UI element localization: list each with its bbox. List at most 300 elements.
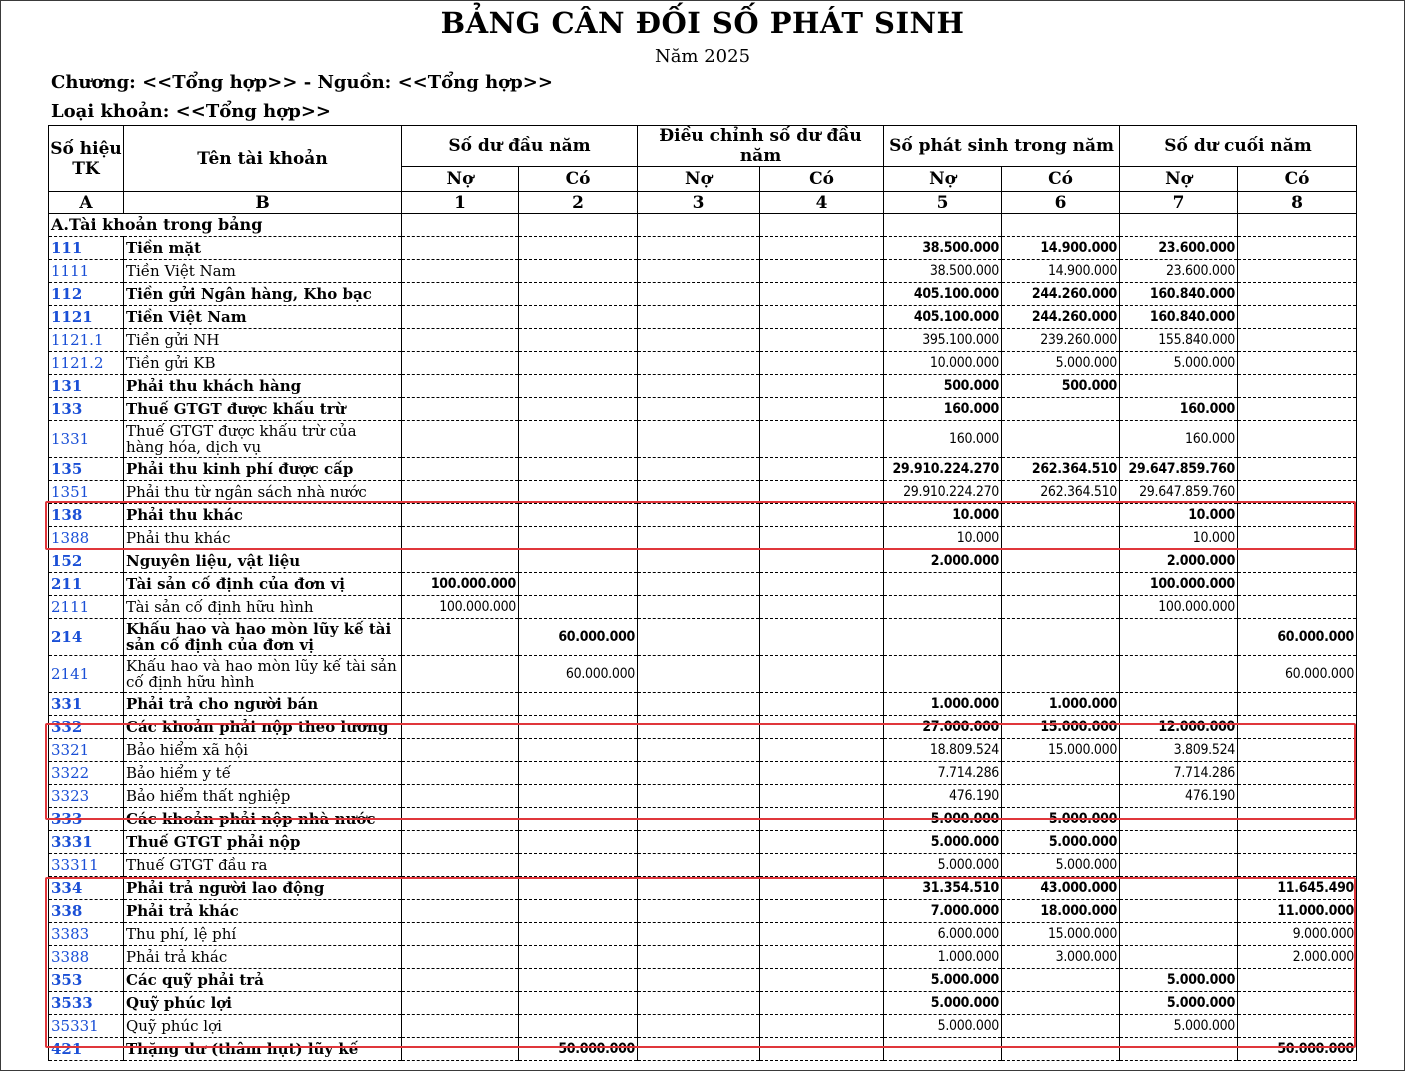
amount-cell	[638, 352, 760, 375]
amount-cell	[638, 481, 760, 504]
account-row	[49, 329, 1357, 352]
amount-cell: 5.000.000	[884, 808, 1002, 831]
amount-cell	[1238, 260, 1357, 283]
account-code[interactable]: 33311	[49, 854, 124, 877]
amount-cell: 2.000.000	[884, 550, 1002, 573]
amount-cell	[638, 504, 760, 527]
amount-cell	[1238, 693, 1357, 716]
amount-cell	[638, 854, 760, 877]
amount-cell	[884, 573, 1002, 596]
amount-cell	[638, 596, 760, 619]
amount-cell	[638, 573, 760, 596]
account-row	[49, 306, 1357, 329]
amount-cell: 14.900.000	[1002, 260, 1120, 283]
amount-cell	[760, 739, 884, 762]
amount-cell: 100.000.000	[402, 596, 519, 619]
amount-cell	[1238, 1015, 1357, 1038]
amount-cell	[760, 716, 884, 739]
account-code[interactable]: 2111	[49, 596, 124, 619]
amount-cell	[1002, 550, 1120, 573]
amount-cell	[519, 283, 638, 306]
amount-cell	[1120, 693, 1238, 716]
amount-cell: 29.647.859.760	[1120, 458, 1238, 481]
account-code[interactable]: 111	[49, 237, 124, 260]
account-name: Thuế GTGT được khấu trừ của hàng hóa, dịch vụ	[124, 421, 402, 458]
amount-cell	[519, 900, 638, 923]
amount-cell	[519, 969, 638, 992]
account-row	[49, 785, 1357, 808]
account-name: Tài sản cố định của đơn vị	[124, 573, 402, 596]
account-code[interactable]: 214	[49, 619, 124, 656]
amount-cell	[1120, 854, 1238, 877]
amount-cell	[638, 831, 760, 854]
amount-cell	[760, 573, 884, 596]
amount-cell: 155.840.000	[1120, 329, 1238, 352]
amount-cell	[1002, 596, 1120, 619]
account-name: Phải trả khác	[124, 900, 402, 923]
account-code[interactable]: 353	[49, 969, 124, 992]
amount-cell	[402, 421, 519, 458]
amount-cell	[760, 831, 884, 854]
amount-cell	[760, 398, 884, 421]
trial-balance-table	[48, 125, 1357, 1061]
amount-cell	[760, 527, 884, 550]
amount-cell: 5.000.000	[884, 831, 1002, 854]
amount-cell: 500.000	[884, 375, 1002, 398]
amount-cell: 15.000.000	[1002, 923, 1120, 946]
amount-cell	[402, 716, 519, 739]
amount-cell	[638, 550, 760, 573]
amount-cell	[638, 260, 760, 283]
account-row	[49, 375, 1357, 398]
account-code[interactable]: 133	[49, 398, 124, 421]
amount-cell	[519, 716, 638, 739]
amount-cell	[519, 785, 638, 808]
amount-cell	[638, 808, 760, 831]
account-code[interactable]: 421	[49, 1038, 124, 1061]
amount-cell	[638, 421, 760, 458]
amount-cell: 60.000.000	[519, 619, 638, 656]
header-debit: Nợ	[884, 167, 1002, 192]
amount-cell	[519, 596, 638, 619]
account-name: Tiền gửi KB	[124, 352, 402, 375]
amount-cell	[760, 596, 884, 619]
amount-cell	[638, 900, 760, 923]
account-code[interactable]: 1121.2	[49, 352, 124, 375]
amount-cell: 2.000.000	[1238, 946, 1357, 969]
amount-cell: 6.000.000	[884, 923, 1002, 946]
amount-cell	[402, 854, 519, 877]
account-code[interactable]: 135	[49, 458, 124, 481]
amount-cell: 100.000.000	[1120, 596, 1238, 619]
amount-cell	[638, 1038, 760, 1061]
amount-cell	[638, 785, 760, 808]
account-code[interactable]: 333	[49, 808, 124, 831]
amount-cell	[760, 421, 884, 458]
amount-cell	[519, 550, 638, 573]
amount-cell	[519, 375, 638, 398]
column-index: 1	[402, 192, 519, 214]
column-index: 4	[760, 192, 884, 214]
account-code[interactable]: 138	[49, 504, 124, 527]
account-row	[49, 260, 1357, 283]
amount-cell	[760, 458, 884, 481]
amount-cell	[519, 352, 638, 375]
amount-cell	[519, 877, 638, 900]
amount-cell: 1.000.000	[884, 693, 1002, 716]
account-name: Thặng dư (thâm hụt) lũy kế	[124, 1038, 402, 1061]
amount-cell	[638, 762, 760, 785]
amount-cell	[1238, 329, 1357, 352]
amount-cell: 7.714.286	[1120, 762, 1238, 785]
amount-cell	[760, 693, 884, 716]
account-code[interactable]: 3383	[49, 923, 124, 946]
amount-cell	[1238, 573, 1357, 596]
amount-cell	[402, 619, 519, 656]
amount-cell	[638, 329, 760, 352]
amount-cell: 60.000.000	[519, 656, 638, 693]
section-row	[49, 214, 1357, 237]
section-title: A.Tài khoản trong bảng	[49, 214, 402, 237]
amount-cell	[638, 375, 760, 398]
account-row	[49, 923, 1357, 946]
amount-cell	[402, 458, 519, 481]
amount-cell	[760, 900, 884, 923]
account-row	[49, 854, 1357, 877]
amount-cell	[1120, 619, 1238, 656]
account-name: Phải thu từ ngân sách nhà nước	[124, 481, 402, 504]
amount-cell	[760, 656, 884, 693]
amount-cell	[402, 1038, 519, 1061]
amount-cell: 43.000.000	[1002, 877, 1120, 900]
amount-cell	[1002, 619, 1120, 656]
amount-cell	[402, 831, 519, 854]
account-name: Bảo hiểm y tế	[124, 762, 402, 785]
account-code[interactable]: 131	[49, 375, 124, 398]
column-index: A	[49, 192, 124, 214]
amount-cell: 50.000.000	[1238, 1038, 1357, 1061]
amount-cell	[519, 527, 638, 550]
account-code[interactable]: 1331	[49, 421, 124, 458]
amount-cell	[638, 716, 760, 739]
column-index: 2	[519, 192, 638, 214]
account-code[interactable]: 35331	[49, 1015, 124, 1038]
account-name: Bảo hiểm thất nghiệp	[124, 785, 402, 808]
amount-cell	[1238, 831, 1357, 854]
amount-cell	[760, 877, 884, 900]
amount-cell	[760, 619, 884, 656]
amount-cell: 10.000	[884, 527, 1002, 550]
amount-cell	[760, 854, 884, 877]
amount-cell: 244.260.000	[1002, 283, 1120, 306]
amount-cell: 160.000	[884, 421, 1002, 458]
amount-cell	[638, 283, 760, 306]
amount-cell	[1002, 421, 1120, 458]
amount-cell	[519, 573, 638, 596]
amount-cell	[1120, 946, 1238, 969]
amount-cell: 60.000.000	[1238, 656, 1357, 693]
amount-cell	[638, 237, 760, 260]
amount-cell	[760, 481, 884, 504]
header-period-movement: Số phát sinh trong năm	[884, 126, 1120, 167]
account-name: Phải trả người lao động	[124, 877, 402, 900]
account-row	[49, 504, 1357, 527]
amount-cell	[402, 527, 519, 550]
amount-cell	[1238, 527, 1357, 550]
amount-cell	[638, 992, 760, 1015]
amount-cell	[519, 504, 638, 527]
amount-cell: 3.000.000	[1002, 946, 1120, 969]
amount-cell: 11.000.000	[1238, 900, 1357, 923]
amount-cell: 5.000.000	[1120, 352, 1238, 375]
account-code[interactable]: 1111	[49, 260, 124, 283]
amount-cell	[1238, 458, 1357, 481]
amount-cell	[1238, 375, 1357, 398]
account-code[interactable]: 2141	[49, 656, 124, 693]
amount-cell	[519, 739, 638, 762]
amount-cell	[402, 923, 519, 946]
account-row	[49, 808, 1357, 831]
amount-cell	[402, 946, 519, 969]
account-name: Thu phí, lệ phí	[124, 923, 402, 946]
amount-cell	[402, 283, 519, 306]
account-name: Tiền gửi NH	[124, 329, 402, 352]
amount-cell	[760, 504, 884, 527]
amount-cell: 38.500.000	[884, 237, 1002, 260]
amount-cell: 5.000.000	[884, 992, 1002, 1015]
account-code[interactable]: 332	[49, 716, 124, 739]
amount-cell	[1120, 831, 1238, 854]
amount-cell: 11.645.490	[1238, 877, 1357, 900]
amount-cell: 14.900.000	[1002, 237, 1120, 260]
account-row	[49, 398, 1357, 421]
account-code[interactable]: 331	[49, 693, 124, 716]
amount-cell: 3.809.524	[1120, 739, 1238, 762]
header-debit: Nợ	[402, 167, 519, 192]
account-name: Nguyên liệu, vật liệu	[124, 550, 402, 573]
amount-cell: 5.000.000	[1002, 808, 1120, 831]
amount-cell	[402, 693, 519, 716]
account-row	[49, 550, 1357, 573]
amount-cell	[760, 260, 884, 283]
account-code[interactable]: 3321	[49, 739, 124, 762]
amount-cell: 5.000.000	[884, 1015, 1002, 1038]
amount-cell	[884, 596, 1002, 619]
amount-cell: 100.000.000	[402, 573, 519, 596]
amount-cell: 10.000	[1120, 504, 1238, 527]
account-code[interactable]: 338	[49, 900, 124, 923]
amount-cell	[402, 1015, 519, 1038]
amount-cell	[1002, 785, 1120, 808]
header-credit: Có	[1238, 167, 1357, 192]
chapter-source-line: Chương: <<Tổng hợp>> - Nguồn: <<Tổng hợp>>	[51, 72, 553, 93]
account-row	[49, 421, 1357, 458]
amount-cell	[1002, 573, 1120, 596]
amount-cell: 27.000.000	[884, 716, 1002, 739]
amount-cell	[760, 1015, 884, 1038]
account-code[interactable]: 3533	[49, 992, 124, 1015]
amount-cell	[519, 923, 638, 946]
amount-cell	[402, 550, 519, 573]
account-code[interactable]: 1351	[49, 481, 124, 504]
header-credit: Có	[519, 167, 638, 192]
amount-cell: 29.910.224.270	[884, 458, 1002, 481]
amount-cell	[519, 329, 638, 352]
account-row	[49, 831, 1357, 854]
amount-cell	[1238, 481, 1357, 504]
account-code[interactable]: 1121.1	[49, 329, 124, 352]
account-row	[49, 762, 1357, 785]
account-row	[49, 458, 1357, 481]
account-row	[49, 877, 1357, 900]
account-code[interactable]: 334	[49, 877, 124, 900]
amount-cell: 160.000	[1120, 398, 1238, 421]
account-name: Thuế GTGT được khấu trừ	[124, 398, 402, 421]
amount-cell	[760, 352, 884, 375]
amount-cell	[1238, 352, 1357, 375]
account-name: Phải thu khách hàng	[124, 375, 402, 398]
account-code[interactable]: 1388	[49, 527, 124, 550]
account-code[interactable]: 112	[49, 283, 124, 306]
amount-cell: 405.100.000	[884, 283, 1002, 306]
amount-cell	[638, 877, 760, 900]
amount-cell	[760, 1038, 884, 1061]
amount-cell	[402, 237, 519, 260]
amount-cell: 9.000.000	[1238, 923, 1357, 946]
account-row	[49, 656, 1357, 693]
account-name: Phải thu khác	[124, 504, 402, 527]
amount-cell	[1238, 992, 1357, 1015]
amount-cell	[638, 306, 760, 329]
amount-cell: 160.000	[1120, 421, 1238, 458]
amount-cell	[760, 785, 884, 808]
amount-cell	[519, 458, 638, 481]
amount-cell: 100.000.000	[1120, 573, 1238, 596]
account-row	[49, 1038, 1357, 1061]
amount-cell	[519, 831, 638, 854]
amount-cell	[402, 504, 519, 527]
account-row	[49, 596, 1357, 619]
account-code[interactable]: 3323	[49, 785, 124, 808]
amount-cell	[760, 762, 884, 785]
account-row	[49, 619, 1357, 656]
amount-cell	[519, 398, 638, 421]
amount-cell	[1120, 1038, 1238, 1061]
account-row	[49, 237, 1357, 260]
amount-cell	[519, 693, 638, 716]
amount-cell	[760, 923, 884, 946]
header-closing-balance: Số dư cuối năm	[1120, 126, 1357, 167]
amount-cell: 500.000	[1002, 375, 1120, 398]
amount-cell	[1002, 504, 1120, 527]
amount-cell	[402, 969, 519, 992]
amount-cell: 2.000.000	[1120, 550, 1238, 573]
amount-cell	[402, 785, 519, 808]
amount-cell	[519, 260, 638, 283]
amount-cell	[1120, 808, 1238, 831]
amount-cell	[638, 527, 760, 550]
account-name: Tiền mặt	[124, 237, 402, 260]
amount-cell	[519, 421, 638, 458]
amount-cell	[638, 656, 760, 693]
account-code[interactable]: 3331	[49, 831, 124, 854]
account-code[interactable]: 3322	[49, 762, 124, 785]
amount-cell	[402, 329, 519, 352]
amount-cell	[884, 619, 1002, 656]
amount-cell: 244.260.000	[1002, 306, 1120, 329]
amount-cell	[760, 550, 884, 573]
amount-cell	[760, 375, 884, 398]
account-row	[49, 693, 1357, 716]
account-code[interactable]: 152	[49, 550, 124, 573]
account-name: Khấu hao và hao mòn lũy kế tài sản cố định hữu hình	[124, 656, 402, 693]
amount-cell	[1002, 969, 1120, 992]
amount-cell	[1238, 739, 1357, 762]
amount-cell	[1120, 375, 1238, 398]
account-name: Tiền Việt Nam	[124, 306, 402, 329]
header-credit: Có	[1002, 167, 1120, 192]
account-name: Các khoản phải nộp theo lương	[124, 716, 402, 739]
account-name: Tiền Việt Nam	[124, 260, 402, 283]
account-row	[49, 573, 1357, 596]
amount-cell: 15.000.000	[1002, 716, 1120, 739]
amount-cell: 5.000.000	[884, 854, 1002, 877]
amount-cell	[638, 458, 760, 481]
account-row	[49, 283, 1357, 306]
account-name: Tài sản cố định hữu hình	[124, 596, 402, 619]
account-name: Tiền gửi Ngân hàng, Kho bạc	[124, 283, 402, 306]
amount-cell	[1002, 656, 1120, 693]
amount-cell: 5.000.000	[884, 969, 1002, 992]
amount-cell	[638, 619, 760, 656]
amount-cell	[1120, 923, 1238, 946]
amount-cell	[519, 808, 638, 831]
amount-cell	[760, 329, 884, 352]
amount-cell: 23.600.000	[1120, 237, 1238, 260]
account-code[interactable]: 211	[49, 573, 124, 596]
amount-cell	[1120, 900, 1238, 923]
account-name: Quỹ phúc lợi	[124, 992, 402, 1015]
amount-cell	[638, 1015, 760, 1038]
amount-cell	[760, 969, 884, 992]
report-title: BẢNG CÂN ĐỐI SỐ PHÁT SINH	[440, 6, 965, 40]
amount-cell	[1238, 854, 1357, 877]
account-code[interactable]: 1121	[49, 306, 124, 329]
amount-cell	[760, 306, 884, 329]
amount-cell	[519, 992, 638, 1015]
amount-cell: 1.000.000	[1002, 693, 1120, 716]
amount-cell	[1002, 762, 1120, 785]
amount-cell	[402, 877, 519, 900]
account-code[interactable]: 3388	[49, 946, 124, 969]
account-row	[49, 992, 1357, 1015]
column-index: B	[124, 192, 402, 214]
amount-cell: 160.840.000	[1120, 306, 1238, 329]
amount-cell	[638, 923, 760, 946]
amount-cell	[402, 306, 519, 329]
amount-cell: 12.000.000	[1120, 716, 1238, 739]
account-row	[49, 739, 1357, 762]
amount-cell: 476.190	[884, 785, 1002, 808]
amount-cell	[1238, 596, 1357, 619]
amount-cell	[1120, 877, 1238, 900]
amount-cell	[519, 762, 638, 785]
account-type-line: Loại khoản: <<Tổng hợp>>	[51, 101, 332, 122]
amount-cell: 160.000	[884, 398, 1002, 421]
account-name: Khấu hao và hao mòn lũy kế tài sản cố định của đơn vị	[124, 619, 402, 656]
amount-cell	[760, 283, 884, 306]
account-name: Phải trả cho người bán	[124, 693, 402, 716]
